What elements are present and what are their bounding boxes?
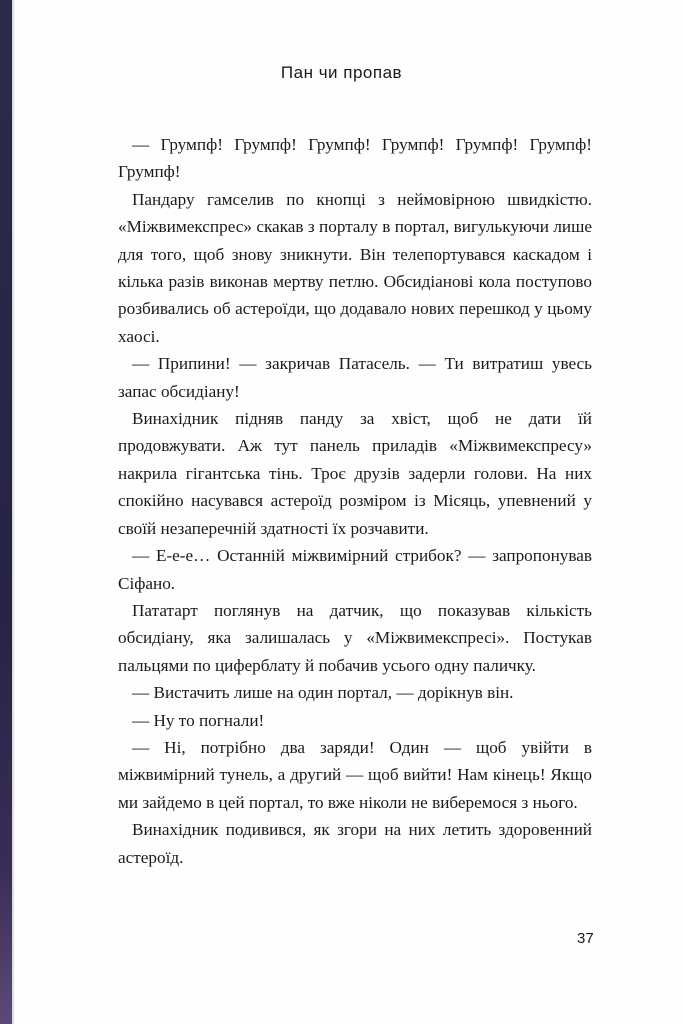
paragraph: — Е-е-е… Останній міжвимірний стрибок? — запропонував Сіфано. bbox=[118, 546, 592, 593]
paragraph: — Припини! — закричав Патасель. — Ти витратиш увесь запас обсидіану! bbox=[118, 354, 592, 401]
paragraph: Винахідник подивився, як згори на них летить здоровенний астероїд. bbox=[118, 820, 592, 867]
spine-shadow bbox=[12, 0, 15, 1024]
running-head: Пан чи пропав bbox=[280, 63, 403, 82]
paragraph: — Ні, потрібно два заряди! Один — щоб увійти в міжвимірний тунель, а другий — щоб вийти! Нам кінець! Якщо ми зайдемо в цей портал, то вже ніколи не виберемося з нього. bbox=[118, 737, 592, 812]
book-spine bbox=[0, 0, 12, 1024]
paragraph: Пататарт поглянув на датчик, що показував кількість обсидіану, яка залишалась у «Міжвимекспресі». Постукав пальцями по циферблату й побачив усього одну паличку. bbox=[118, 600, 592, 675]
body-text bbox=[118, 131, 592, 871]
paragraph: — Ну то погнали! bbox=[132, 710, 265, 730]
page-number: 37 bbox=[577, 930, 594, 947]
paragraph: — Вистачить лише на один портал, — дорікнув він. bbox=[132, 683, 514, 703]
paragraph: Винахідник підняв панду за хвіст, щоб не дати їй продовжувати. Аж тут панель приладів «Міжвимекспресу» накрила гігантська тінь. Троє друзів задерли голови. На них спокійно насувався астероїд розміром із Місяць, упевнений у своїй незаперечній здатності їх розчавити. bbox=[118, 409, 592, 538]
paragraph: Пандару гамселив по кнопці з неймовірною швидкістю. «Міжвимекспрес» скакав з порталу в портал, вигулькуючи лише для того, щоб знову зникнути. Він телепортувався каскадом і кілька разів виконав мертву петлю. Обсидіанові кола поступово розбивались об астероїди, що додавало нових перешкод у цьому хаосі. bbox=[118, 189, 592, 346]
paragraph: — Грумпф! Грумпф! Грумпф! Грумпф! Грумпф! Грумпф! Грумпф! bbox=[118, 135, 592, 182]
